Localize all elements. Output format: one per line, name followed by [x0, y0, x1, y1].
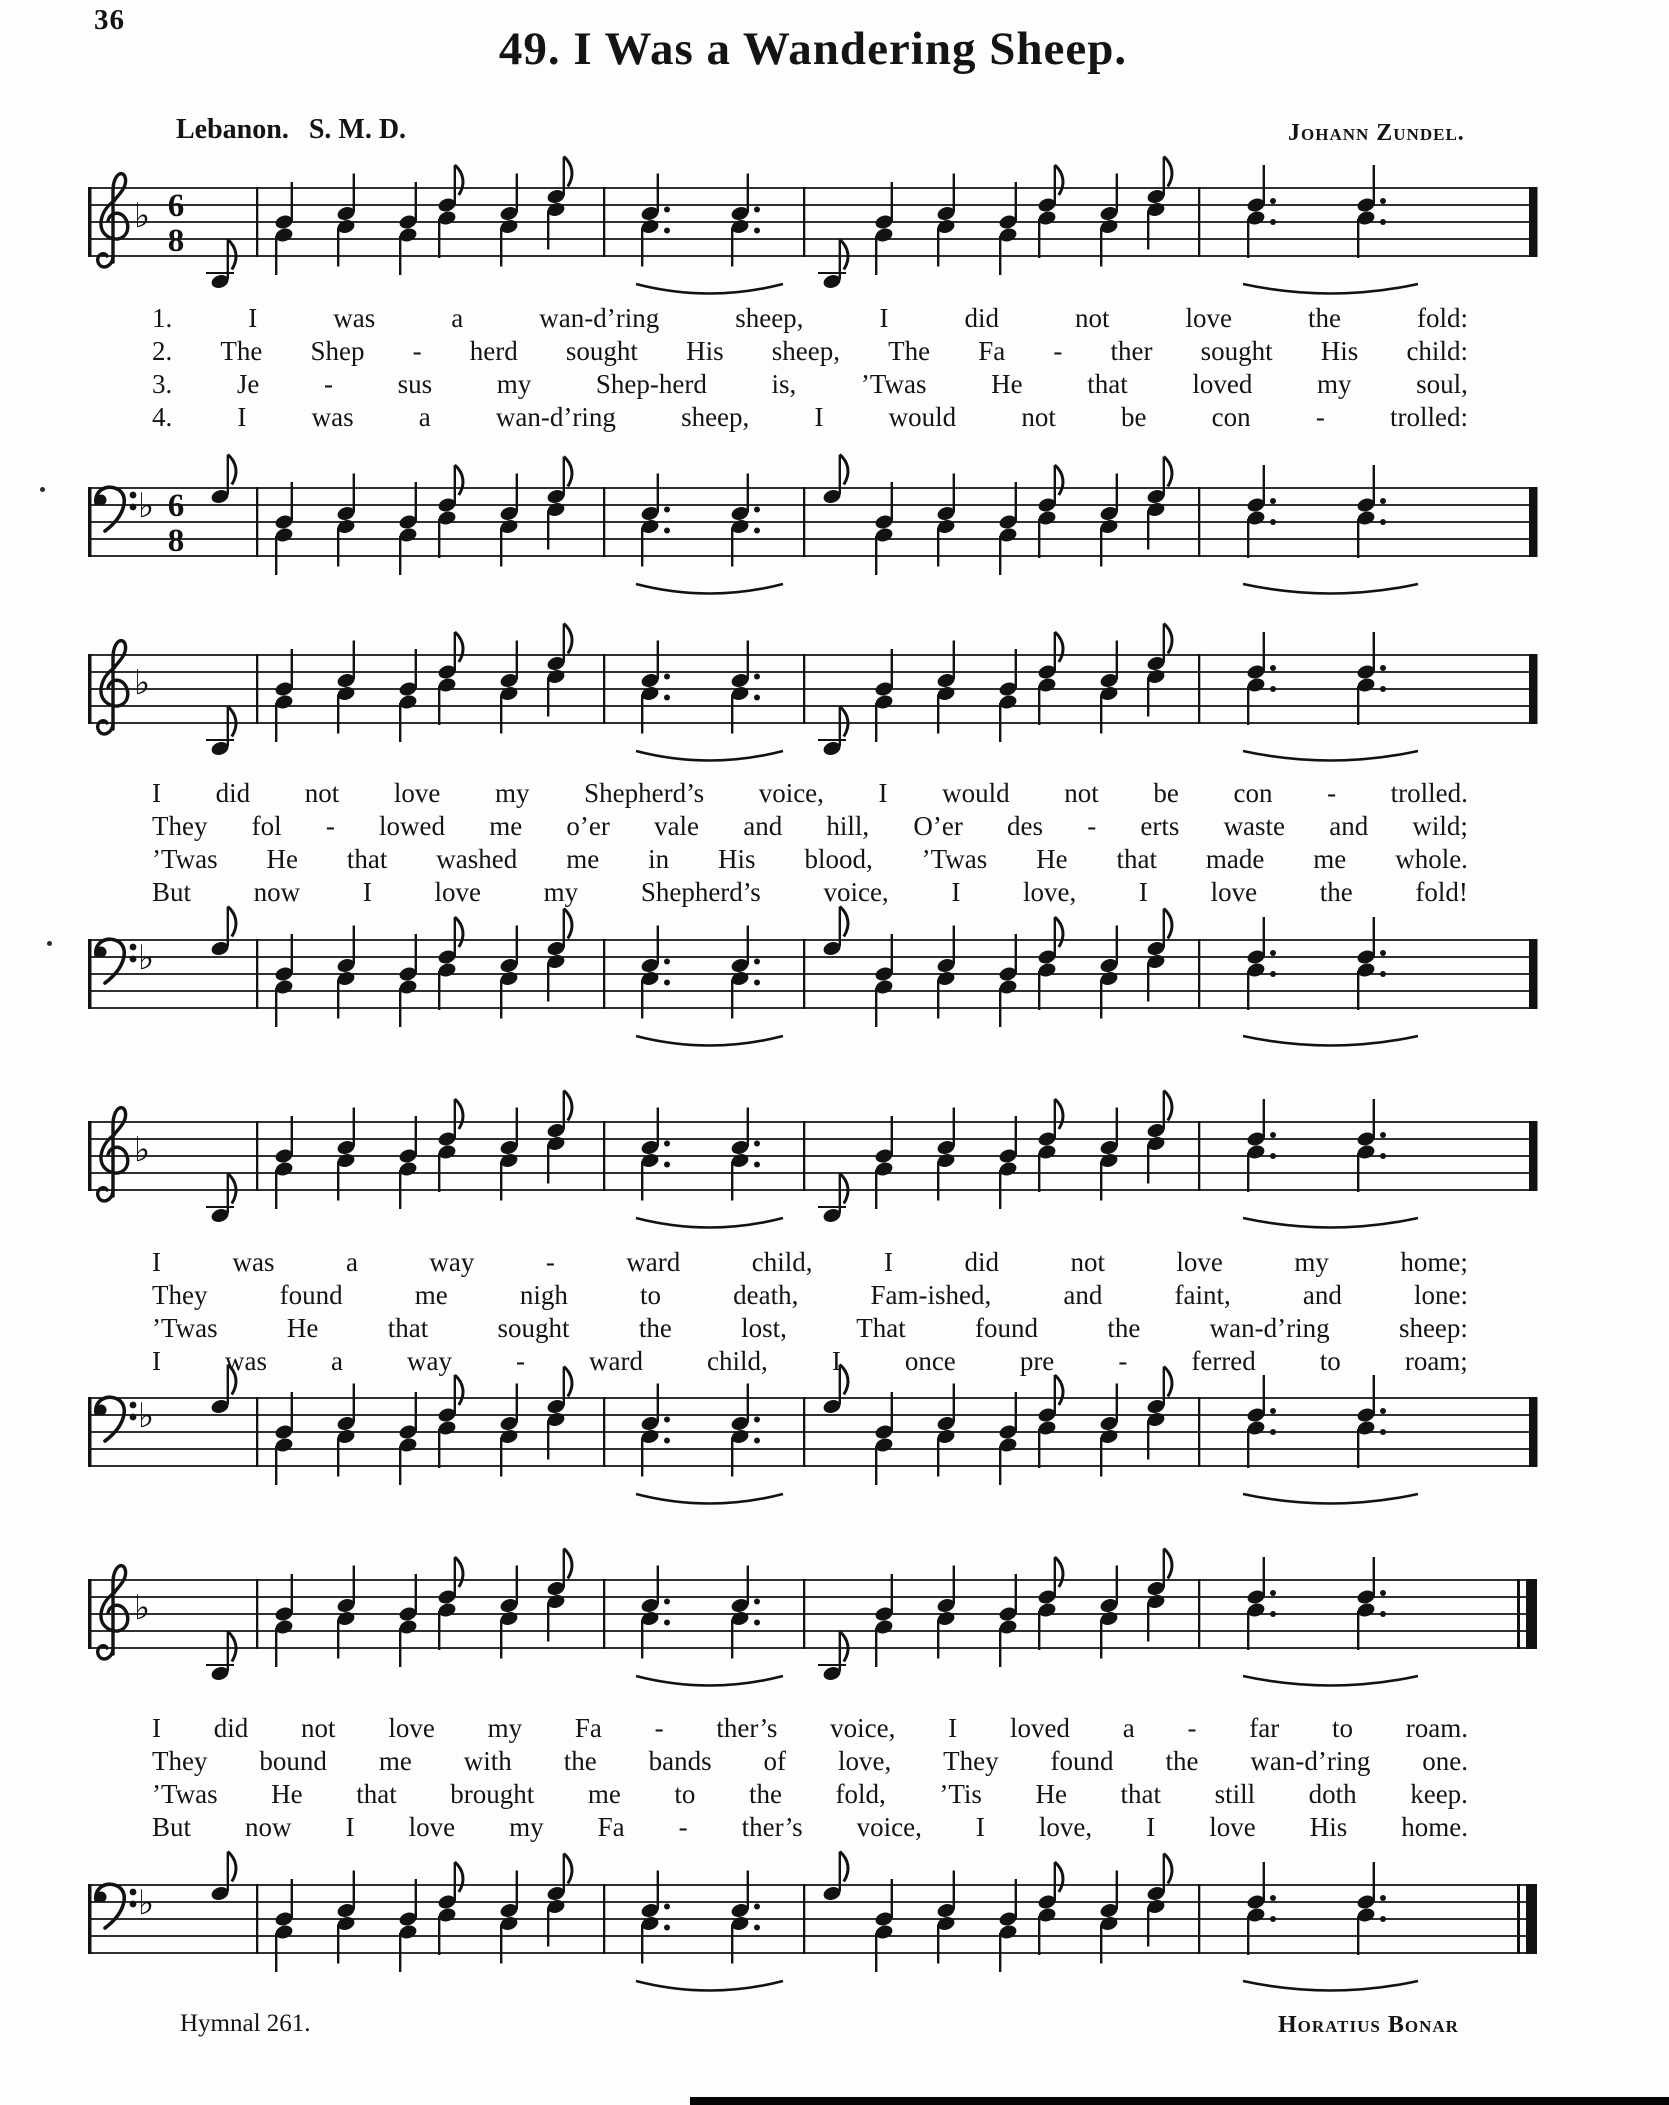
svg-text:♭: ♭: [138, 1396, 155, 1436]
bass-staff-3: [88, 1353, 1538, 1528]
lyric-line-s3-v1: I was a way - ward child, I did not love my home;: [152, 1247, 1468, 1277]
lyric-line-s2-v4: But now I love my Shepherd’s voice, I love, I love the fold!: [152, 877, 1468, 907]
svg-text:♭: ♭: [138, 486, 155, 526]
lyric-line-s4-v2: They bound me with the bands of love, They found the wan-d’ring one.: [152, 1746, 1468, 1776]
svg-text:6: 6: [167, 188, 185, 224]
svg-text:♭: ♭: [134, 1588, 151, 1628]
page-number: 36: [94, 4, 125, 36]
bass-staff-4: [88, 1840, 1538, 2015]
lyric-line-s3-v4: I was a way - ward child, I once pre - ferred to roam;: [152, 1346, 1468, 1376]
svg-text:8: 8: [167, 523, 185, 559]
lyric-line-s1-v1: 1. I was a wan-d’ring sheep, I did not love the fold:: [152, 303, 1468, 333]
lyric-line-s1-v2: 2. The Shep - herd sought His sheep, The Fa - ther sought His child:: [152, 336, 1468, 366]
lyric-line-s1-v4: 4. I was a wan-d’ring sheep, I would not be con - trolled:: [152, 402, 1468, 432]
svg-text:6: 6: [167, 488, 185, 524]
author-credit: Horatius Bonar: [1278, 2012, 1459, 2038]
tune-name: Lebanon.: [176, 114, 289, 145]
treble-staff-1: [88, 143, 1538, 318]
scan-artifact-dot: [40, 487, 45, 492]
lyric-line-s4-v3: ’Twas He that brought me to the fold, ’Tis He that still doth keep.: [152, 1779, 1468, 1809]
svg-text:♭: ♭: [134, 196, 151, 236]
lyric-line-s2-v1: I did not love my Shepherd’s voice, I would not be con - trolled.: [152, 778, 1468, 808]
hymn-title: 49. I Was a Wandering Sheep.: [498, 23, 1128, 75]
lyric-line-s3-v3: ’Twas He that sought the lost, That found the wan-d’ring sheep:: [152, 1313, 1468, 1343]
svg-text:♭: ♭: [138, 1883, 155, 1923]
scan-artifact-dot: [47, 941, 52, 946]
svg-text:8: 8: [167, 223, 185, 259]
scan-edge-line: [690, 2097, 1669, 2105]
svg-text:♭: ♭: [138, 938, 155, 978]
treble-staff-3: [88, 1077, 1538, 1252]
lyric-line-s2-v3: ’Twas He that washed me in His blood, ’Twas He that made me whole.: [152, 844, 1468, 874]
lyric-line-s2-v2: They fol - lowed me o’er vale and hill, O’er des - erts waste and wild;: [152, 811, 1468, 841]
lyric-line-s1-v3: 3. Je - sus my Shep-herd is, ’Twas He that loved my soul,: [152, 369, 1468, 399]
bass-staff-1: [88, 443, 1538, 618]
meter: S. M. D.: [308, 114, 407, 145]
svg-text:♭: ♭: [134, 1130, 151, 1170]
lyric-line-s3-v2: They found me nigh to death, Fam-ished, and faint, and lone:: [152, 1280, 1468, 1310]
bass-staff-2: [88, 895, 1538, 1070]
lyric-line-s4-v1: I did not love my Fa - ther’s voice, I loved a - far to roam.: [152, 1713, 1468, 1743]
composer-credit: Johann Zundel.: [1288, 120, 1465, 146]
treble-staff-4: [88, 1535, 1538, 1710]
svg-text:♭: ♭: [134, 663, 151, 703]
hymnal-reference: Hymnal 261.: [180, 2010, 311, 2037]
tune-and-meter: [176, 114, 406, 146]
lyrics-system-2: [152, 777, 1468, 909]
lyrics-system-1: [152, 302, 1468, 434]
treble-staff-2: [88, 610, 1538, 785]
lyric-line-s4-v4: But now I love my Fa - ther’s voice, I love, I love His home.: [152, 1812, 1468, 1842]
lyrics-system-4: [152, 1712, 1468, 1844]
